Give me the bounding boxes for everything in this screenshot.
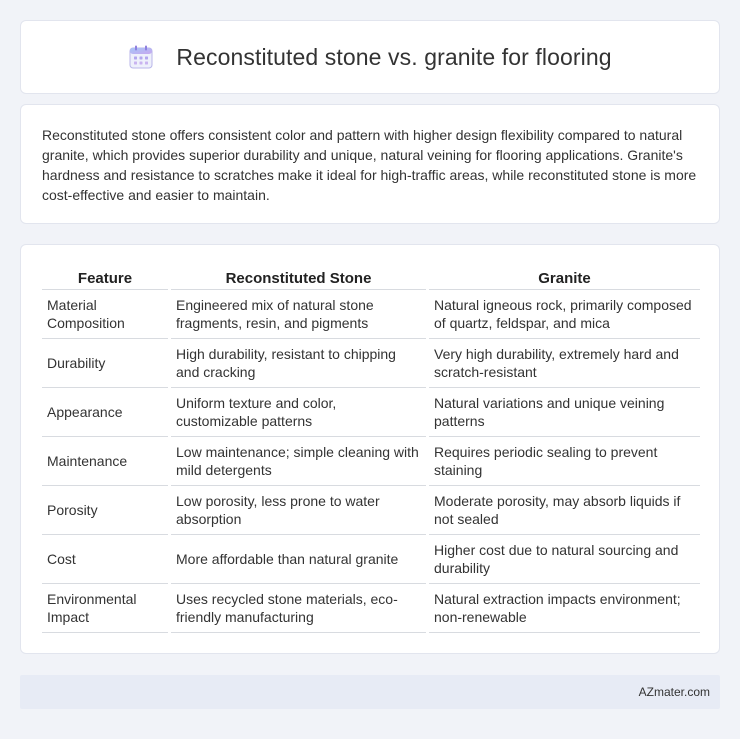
feature-cell: Porosity (42, 486, 168, 535)
feature-cell: Appearance (42, 388, 168, 437)
column-header-feature: Feature (42, 265, 168, 290)
footer (20, 675, 720, 709)
table-row (42, 584, 700, 633)
table-row (42, 486, 700, 535)
footer-brand: AZmater.com (638, 685, 710, 699)
page-title: Reconstituted stone vs. granite for flooring (176, 43, 612, 70)
feature-cell: Maintenance (42, 437, 168, 486)
table-row (42, 388, 700, 437)
feature-cell: Durability (42, 339, 168, 388)
table-row (42, 290, 700, 339)
granite-cell: Natural variations and unique veining patterns (429, 388, 700, 437)
granite-cell: Requires periodic sealing to prevent staining (429, 437, 700, 486)
feature-cell: Cost (42, 535, 168, 584)
feature-cell: Material Composition (42, 290, 168, 339)
reconstituted-stone-cell: Low maintenance; simple cleaning with mild detergents (171, 437, 426, 486)
summary-card (20, 104, 720, 224)
title-card (20, 20, 720, 94)
summary-text: Reconstituted stone offers consistent color and pattern with higher design flexibility compared to natural granite, which provides superior durability and unique, natural veining for flooring applications. Granite's hardness and resistance to scratches make it ideal for high-traffic areas, while reconstituted stone is more cost-effective and easier to maintain. (42, 127, 697, 203)
reconstituted-stone-cell: Uniform texture and color, customizable patterns (171, 388, 426, 437)
table-row (42, 339, 700, 388)
reconstituted-stone-cell: High durability, resistant to chipping and cracking (171, 339, 426, 388)
title-wrap (128, 44, 611, 71)
granite-cell: Very high durability, extremely hard and scratch-resistant (429, 339, 700, 388)
granite-cell: Natural igneous rock, primarily composed of quartz, feldspar, and mica (429, 290, 700, 339)
column-header-granite: Granite (429, 265, 700, 290)
reconstituted-stone-cell: Uses recycled stone materials, eco-friendly manufacturing (171, 584, 426, 633)
comparison-table (39, 265, 703, 633)
reconstituted-stone-cell: More affordable than natural granite (171, 535, 426, 584)
table-row (42, 437, 700, 486)
comparison-table-card (20, 244, 720, 654)
calendar-icon (128, 44, 154, 70)
reconstituted-stone-cell: Engineered mix of natural stone fragments, resin, and pigments (171, 290, 426, 339)
column-header-reconstituted-stone: Reconstituted Stone (171, 265, 426, 290)
table-row (42, 535, 700, 584)
reconstituted-stone-cell: Low porosity, less prone to water absorption (171, 486, 426, 535)
feature-cell: Environmental Impact (42, 584, 168, 633)
granite-cell: Moderate porosity, may absorb liquids if not sealed (429, 486, 700, 535)
granite-cell: Higher cost due to natural sourcing and durability (429, 535, 700, 584)
table-header-row (42, 265, 700, 290)
granite-cell: Natural extraction impacts environment; non-renewable (429, 584, 700, 633)
